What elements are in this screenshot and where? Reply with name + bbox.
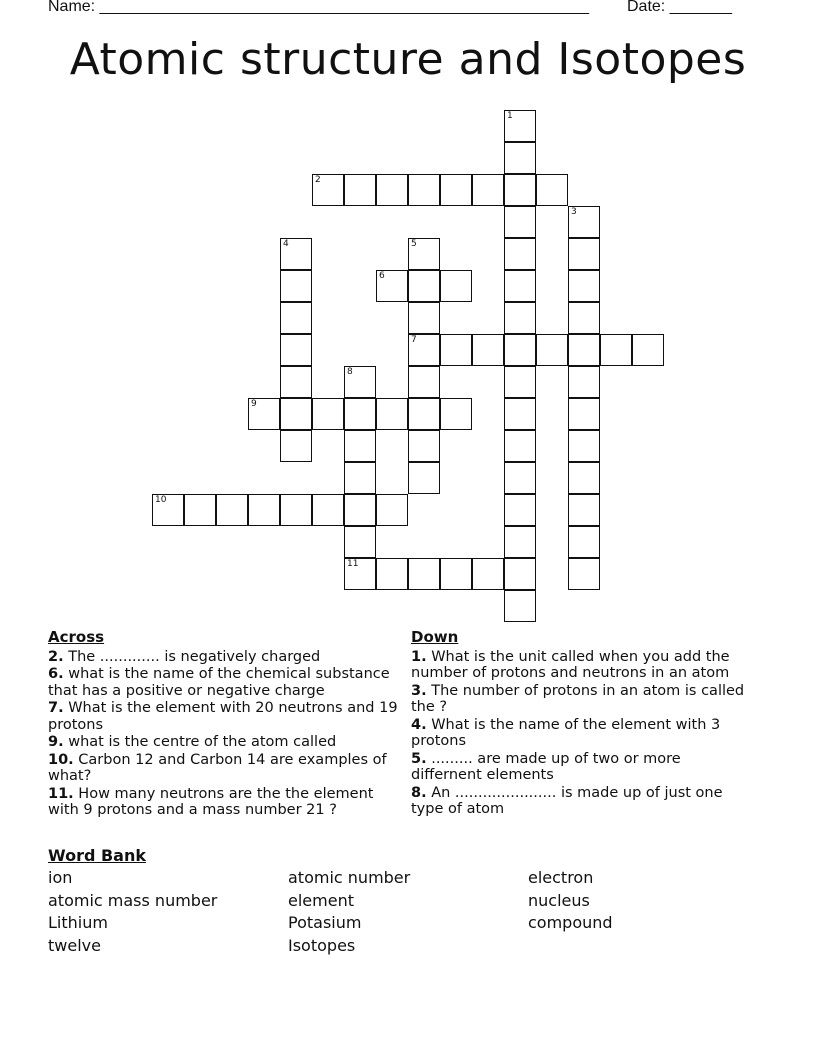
across-clues: [48, 629, 408, 820]
clue-number: 9: [251, 399, 257, 409]
crossword-cell[interactable]: [504, 174, 536, 206]
clue-number: 2: [315, 175, 321, 185]
crossword-cell[interactable]: [504, 142, 536, 174]
crossword-cell[interactable]: [472, 174, 504, 206]
crossword-cell[interactable]: [440, 334, 472, 366]
crossword-cell[interactable]: [344, 558, 376, 590]
crossword-cell[interactable]: [504, 270, 536, 302]
word-bank-item: atomic mass number: [48, 891, 218, 910]
crossword-cell[interactable]: [344, 462, 376, 494]
crossword-cell[interactable]: [408, 366, 440, 398]
crossword-cell[interactable]: [440, 558, 472, 590]
crossword-cell[interactable]: [280, 494, 312, 526]
down-clues: [411, 629, 756, 819]
word-bank-item: compound: [528, 913, 613, 932]
crossword-cell[interactable]: [568, 334, 600, 366]
crossword-cell[interactable]: [504, 398, 536, 430]
crossword-cell[interactable]: [312, 494, 344, 526]
crossword-cell[interactable]: [568, 206, 600, 238]
crossword-cell[interactable]: [280, 398, 312, 430]
crossword-cell[interactable]: [440, 270, 472, 302]
crossword-cell[interactable]: [568, 526, 600, 558]
clue-down-5: 5. ......... are made up of two or more differnent elements: [411, 750, 681, 783]
clue-down-4: 4. What is the name of the element with 3 protons: [411, 716, 721, 749]
crossword-cell[interactable]: [280, 366, 312, 398]
crossword-cell[interactable]: [568, 366, 600, 398]
crossword-cell[interactable]: [632, 334, 664, 366]
crossword-cell[interactable]: [280, 270, 312, 302]
crossword-cell[interactable]: [504, 462, 536, 494]
crossword-cell[interactable]: [536, 334, 568, 366]
crossword-cell[interactable]: [504, 206, 536, 238]
crossword-cell[interactable]: [408, 430, 440, 462]
crossword-cell[interactable]: [568, 302, 600, 334]
crossword-cell[interactable]: [344, 526, 376, 558]
crossword-cell[interactable]: [312, 398, 344, 430]
crossword-cell[interactable]: [568, 238, 600, 270]
date-field[interactable]: Date: _______: [627, 0, 732, 15]
word-bank-item: Potasium: [288, 913, 362, 932]
word-bank-item: element: [288, 891, 354, 910]
crossword-cell[interactable]: [504, 526, 536, 558]
crossword-cell[interactable]: [408, 238, 440, 270]
crossword-cell[interactable]: [440, 174, 472, 206]
clue-number: 11: [347, 559, 359, 569]
crossword-cell[interactable]: [504, 334, 536, 366]
clue-number: 8: [347, 367, 353, 377]
clue-number: 7: [411, 335, 417, 345]
crossword-cell[interactable]: [440, 398, 472, 430]
crossword-cell[interactable]: [568, 398, 600, 430]
crossword-cell[interactable]: [536, 174, 568, 206]
clue-across-2: 2. The ............. is negatively charged: [48, 648, 321, 665]
crossword-cell[interactable]: [280, 430, 312, 462]
crossword-cell[interactable]: [408, 558, 440, 590]
crossword-cell[interactable]: [184, 494, 216, 526]
clue-across-9: 9. what is the centre of the atom called: [48, 734, 337, 750]
crossword-cell[interactable]: [280, 238, 312, 270]
word-bank-item: nucleus: [528, 891, 590, 910]
crossword-cell[interactable]: [280, 334, 312, 366]
crossword-cell[interactable]: [568, 430, 600, 462]
crossword-cell[interactable]: [344, 430, 376, 462]
crossword-cell[interactable]: [376, 398, 408, 430]
clue-number: 3: [571, 207, 577, 217]
crossword-cell[interactable]: [216, 494, 248, 526]
crossword-cell[interactable]: [568, 270, 600, 302]
crossword-cell[interactable]: [408, 398, 440, 430]
clue-number: 6: [379, 271, 385, 281]
clue-across-11: 11. How many neutrons are the the element with 9 protons and a mass number 21 ?: [48, 785, 374, 818]
clue-across-6: 6. what is the name of the chemical substance that has a positive or negative charge: [48, 666, 390, 699]
crossword-cell[interactable]: [152, 494, 184, 526]
clue-number: 5: [411, 239, 417, 249]
word-bank-heading: Word Bank: [48, 846, 147, 865]
crossword-cell[interactable]: [504, 302, 536, 334]
crossword-cell[interactable]: [376, 270, 408, 302]
crossword-cell[interactable]: [504, 590, 536, 622]
crossword-cell[interactable]: [408, 174, 440, 206]
down-heading: Down: [411, 628, 459, 646]
clue-number: 1: [507, 111, 513, 121]
clue-down-3: 3. The number of protons in an atom is called the ?: [411, 682, 745, 715]
name-field[interactable]: Name: _______________________________________________________: [48, 0, 589, 15]
across-heading: Across: [48, 628, 105, 646]
crossword-cell[interactable]: [344, 366, 376, 398]
word-bank-item: twelve: [48, 936, 101, 955]
crossword-cell[interactable]: [504, 110, 536, 142]
crossword-cell[interactable]: [568, 558, 600, 590]
crossword-cell[interactable]: [408, 462, 440, 494]
word-bank-item: Lithium: [48, 913, 108, 932]
crossword-cell[interactable]: [408, 302, 440, 334]
page-title: Atomic structure and Isotopes: [69, 34, 747, 85]
clue-down-8: 8. An ...................... is made up of just one type of atom: [411, 784, 723, 817]
crossword-cell[interactable]: [568, 462, 600, 494]
clue-number: 10: [155, 495, 167, 505]
crossword-cell[interactable]: [504, 558, 536, 590]
crossword-cell[interactable]: [472, 558, 504, 590]
crossword-cell[interactable]: [376, 174, 408, 206]
crossword-cell[interactable]: [312, 174, 344, 206]
crossword-cell[interactable]: [600, 334, 632, 366]
word-bank-item: electron: [528, 868, 594, 887]
crossword-cell[interactable]: [248, 398, 280, 430]
crossword-cell[interactable]: [376, 494, 408, 526]
crossword-cell[interactable]: [504, 494, 536, 526]
crossword-cell[interactable]: [504, 238, 536, 270]
crossword-cell[interactable]: [248, 494, 280, 526]
word-bank-item: ion: [48, 868, 73, 887]
crossword-cell[interactable]: [408, 270, 440, 302]
crossword-cell[interactable]: [344, 398, 376, 430]
crossword-cell[interactable]: [568, 494, 600, 526]
crossword-cell[interactable]: [408, 334, 440, 366]
crossword-cell[interactable]: [504, 430, 536, 462]
crossword-cell[interactable]: [344, 494, 376, 526]
crossword-cell[interactable]: [504, 366, 536, 398]
crossword-cell[interactable]: [472, 334, 504, 366]
clue-down-1: 1. What is the unit called when you add the number of protons and neutrons in an atom: [411, 648, 730, 681]
word-bank-item: atomic number: [288, 868, 411, 887]
clue-across-7: 7. What is the element with 20 neutrons and 19 protons: [48, 700, 398, 733]
clue-number: 4: [283, 239, 289, 249]
crossword-cell[interactable]: [376, 558, 408, 590]
crossword-cell[interactable]: [344, 174, 376, 206]
clue-across-10: 10. Carbon 12 and Carbon 14 are examples of what?: [48, 751, 387, 784]
crossword-cell[interactable]: [280, 302, 312, 334]
word-bank-item: Isotopes: [288, 936, 356, 955]
